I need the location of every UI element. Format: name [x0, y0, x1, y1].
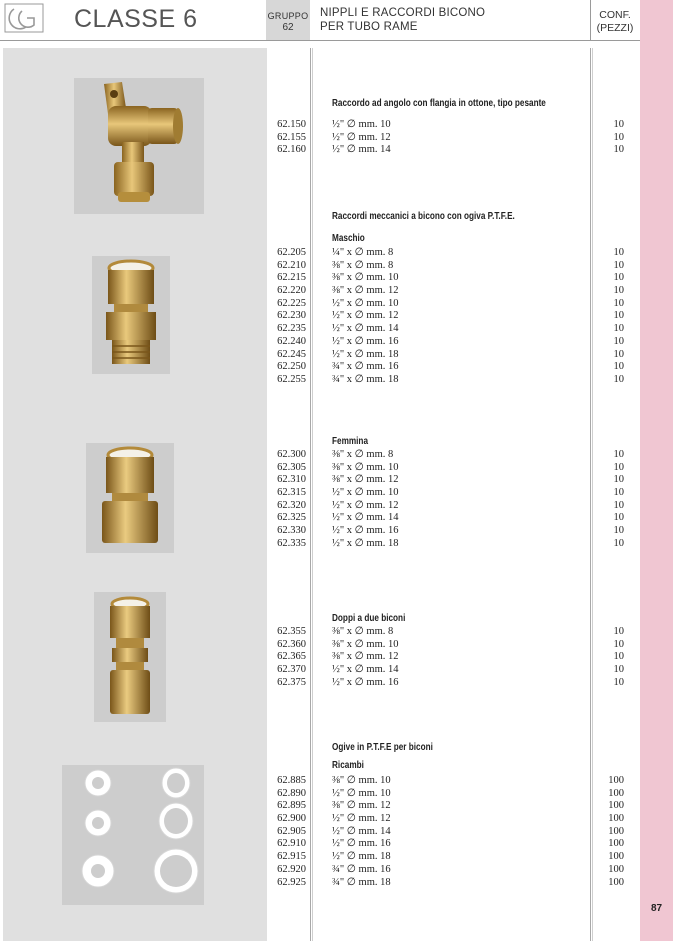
product-photo-angle-fitting	[74, 78, 204, 214]
brass-angle-flange-fitting-icon	[74, 78, 204, 214]
item-description: ⅜" x ∅ mm. 8	[332, 626, 394, 637]
item-description: ⅜" x ∅ mm. 10	[332, 461, 399, 473]
subtitle-maschio: Maschio	[332, 233, 365, 244]
item-description: ½" x ∅ mm. 16	[332, 335, 399, 347]
item-description: ¾" ∅ mm. 16	[332, 863, 391, 875]
qty-list-doppi	[596, 626, 624, 689]
classe-title: CLASSE 6	[74, 5, 198, 33]
item-quantity: 10	[613, 272, 624, 284]
item-code: 62.225	[277, 297, 306, 309]
item-description: ½" ∅ mm. 16	[332, 838, 391, 850]
brass-double-compression-fitting-icon	[94, 592, 166, 722]
qty-list-maschio	[596, 247, 624, 387]
item-description: ½" x ∅ mm. 16	[332, 676, 399, 688]
item-description: ½" x ∅ mm. 10	[332, 487, 399, 499]
gruppo-label: GRUPPO	[267, 11, 309, 21]
brass-male-compression-fitting-icon	[92, 256, 170, 374]
item-quantity: 10	[613, 512, 624, 524]
company-logo	[4, 3, 44, 33]
item-description: ⅜" ∅ mm. 12	[332, 800, 391, 812]
item-quantity: 10	[613, 638, 624, 650]
item-quantity: 10	[613, 449, 624, 460]
item-quantity: 10	[613, 461, 624, 473]
conf-header	[592, 9, 638, 35]
item-code: 62.890	[277, 787, 306, 799]
qty-list-femmina	[596, 449, 624, 551]
section-title-bicono: Raccordi meccanici a bicono con ogiva P.T.F.E.	[332, 210, 515, 222]
item-quantity: 10	[613, 259, 624, 271]
item-code: 62.910	[277, 838, 306, 850]
item-code: 62.370	[277, 664, 306, 676]
item-quantity: 10	[613, 285, 624, 297]
item-code: 62.925	[277, 876, 306, 888]
item-quantity: 10	[613, 626, 624, 637]
category-title-line1: NIPPLI E RACCORDI BICONO	[320, 7, 486, 19]
item-code: 62.895	[277, 800, 306, 812]
item-quantity: 10	[613, 323, 624, 335]
item-quantity: 10	[613, 310, 624, 322]
ptfe-olive-rings-icon	[62, 765, 204, 905]
column-divider-left	[310, 48, 311, 941]
item-description: ½" x ∅ mm. 14	[332, 664, 399, 676]
item-code: 62.885	[277, 775, 306, 786]
brass-female-compression-fitting-icon	[86, 443, 174, 553]
conf-unit: (PEZZI)	[596, 22, 634, 34]
item-quantity: 10	[613, 525, 624, 537]
item-code: 62.210	[277, 259, 306, 271]
item-quantity: 100	[608, 787, 624, 799]
desc-list-maschio	[332, 247, 582, 387]
item-quantity: 100	[608, 863, 624, 875]
item-quantity: 10	[613, 144, 624, 156]
item-code: 62.205	[277, 247, 306, 258]
item-code: 62.375	[277, 676, 306, 688]
item-quantity: 10	[613, 247, 624, 258]
item-description: ¾" ∅ mm. 18	[332, 876, 391, 888]
item-code: 62.255	[277, 373, 306, 385]
item-description: ½" x ∅ mm. 12	[332, 499, 399, 511]
item-quantity: 100	[608, 800, 624, 812]
item-description: ½" x ∅ mm. 10	[332, 297, 399, 309]
item-quantity: 10	[613, 348, 624, 360]
item-description: ½" ∅ mm. 14	[332, 825, 391, 837]
item-quantity: 10	[613, 335, 624, 347]
item-code: 62.920	[277, 863, 306, 875]
item-description: ⅜" x ∅ mm. 12	[332, 651, 399, 663]
item-description: ½" x ∅ mm. 18	[332, 537, 399, 549]
item-description: ½" ∅ mm. 14	[332, 144, 391, 156]
section-title-angle: Raccordo ad angolo con flangia in ottone, tipo pesante	[332, 97, 546, 109]
product-photo-female-fitting	[86, 443, 174, 553]
item-description: ½" ∅ mm. 10	[332, 787, 391, 799]
item-description: ¼" x ∅ mm. 8	[332, 247, 394, 258]
header-divider	[590, 0, 591, 40]
item-code: 62.215	[277, 272, 306, 284]
item-code: 62.250	[277, 361, 306, 373]
item-quantity: 10	[613, 361, 624, 373]
page-number: 87	[650, 903, 663, 914]
item-code: 62.315	[277, 487, 306, 499]
item-quantity: 10	[613, 664, 624, 676]
item-quantity: 10	[613, 676, 624, 688]
item-quantity: 10	[613, 373, 624, 385]
conf-label: CONF.	[599, 9, 631, 21]
item-description: ½" x ∅ mm. 14	[332, 323, 399, 335]
item-code: 62.305	[277, 461, 306, 473]
item-code: 62.155	[277, 131, 306, 143]
item-code: 62.160	[277, 144, 306, 156]
item-quantity: 10	[613, 487, 624, 499]
item-code: 62.360	[277, 638, 306, 650]
code-list-angle	[268, 119, 306, 157]
category-title	[320, 7, 485, 34]
item-description: ½" x ∅ mm. 16	[332, 525, 399, 537]
item-description: ⅜" x ∅ mm. 12	[332, 474, 399, 486]
page-header	[0, 0, 640, 41]
item-description: ⅜" ∅ mm. 10	[332, 775, 391, 786]
item-code: 62.905	[277, 825, 306, 837]
item-code: 62.900	[277, 813, 306, 825]
product-photo-double-fitting	[94, 592, 166, 722]
item-code: 62.320	[277, 499, 306, 511]
item-description: ⅜" x ∅ mm. 8	[332, 259, 394, 271]
code-list-ogive	[268, 775, 306, 889]
item-quantity: 10	[613, 499, 624, 511]
column-divider-right	[590, 48, 591, 941]
category-title-line2: PER TUBO RAME	[320, 20, 418, 33]
desc-list-femmina	[332, 449, 582, 551]
item-description: ½" x ∅ mm. 14	[332, 512, 399, 524]
item-description: ½" x ∅ mm. 18	[332, 348, 399, 360]
side-band	[640, 0, 673, 941]
item-quantity: 100	[608, 851, 624, 863]
item-description: ½" x ∅ mm. 12	[332, 310, 399, 322]
logo-text: CG	[24, 22, 26, 23]
product-photo-ptfe-olives	[62, 765, 204, 905]
item-code: 62.235	[277, 323, 306, 335]
item-quantity: 100	[608, 876, 624, 888]
item-description: ⅜" x ∅ mm. 10	[332, 272, 399, 284]
section-title-ogive: Ogive in P.T.F.E per biconi	[332, 741, 433, 753]
item-code: 62.220	[277, 285, 306, 297]
item-quantity: 10	[613, 474, 624, 486]
item-description: ½" ∅ mm. 12	[332, 131, 391, 143]
item-description: ⅜" x ∅ mm. 10	[332, 638, 399, 650]
column-divider-left-shadow	[312, 48, 313, 941]
subtitle-femmina: Femmina	[332, 436, 369, 447]
qty-list-angle	[596, 119, 624, 157]
code-list-doppi	[268, 626, 306, 689]
item-description: ½" ∅ mm. 18	[332, 851, 391, 863]
item-code: 62.365	[277, 651, 306, 663]
item-description: ⅜" x ∅ mm. 12	[332, 285, 399, 297]
item-code: 62.330	[277, 525, 306, 537]
gruppo-box	[266, 0, 310, 40]
item-quantity: 100	[608, 838, 624, 850]
item-code: 62.300	[277, 449, 306, 460]
item-code: 62.325	[277, 512, 306, 524]
code-list-femmina	[268, 449, 306, 551]
item-quantity: 10	[613, 651, 624, 663]
gruppo-number: 62	[282, 22, 294, 33]
desc-list-doppi	[332, 626, 582, 689]
item-description: ¾" x ∅ mm. 16	[332, 361, 399, 373]
item-code: 62.150	[277, 119, 306, 130]
qty-list-ogive	[596, 775, 624, 889]
subtitle-ricambi: Ricambi	[332, 760, 364, 771]
item-quantity: 100	[608, 775, 624, 786]
column-divider-right-shadow	[592, 48, 593, 941]
item-code: 62.245	[277, 348, 306, 360]
desc-list-angle	[332, 119, 582, 157]
desc-list-ogive	[332, 775, 582, 889]
item-code: 62.310	[277, 474, 306, 486]
item-description: ⅜" x ∅ mm. 8	[332, 449, 394, 460]
item-quantity: 10	[613, 131, 624, 143]
item-code: 62.335	[277, 537, 306, 549]
item-description: ½" ∅ mm. 10	[332, 119, 391, 130]
item-quantity: 10	[613, 297, 624, 309]
item-description: ½" ∅ mm. 12	[332, 813, 391, 825]
item-description: ¾" x ∅ mm. 18	[332, 373, 399, 385]
item-quantity: 100	[608, 813, 624, 825]
code-list-maschio	[268, 247, 306, 387]
item-code: 62.230	[277, 310, 306, 322]
item-quantity: 10	[613, 119, 624, 130]
item-quantity: 100	[608, 825, 624, 837]
product-photo-male-fitting	[92, 256, 170, 374]
subtitle-doppi: Doppi a due biconi	[332, 613, 406, 624]
item-quantity: 10	[613, 537, 624, 549]
item-code: 62.240	[277, 335, 306, 347]
item-code: 62.915	[277, 851, 306, 863]
item-code: 62.355	[277, 626, 306, 637]
